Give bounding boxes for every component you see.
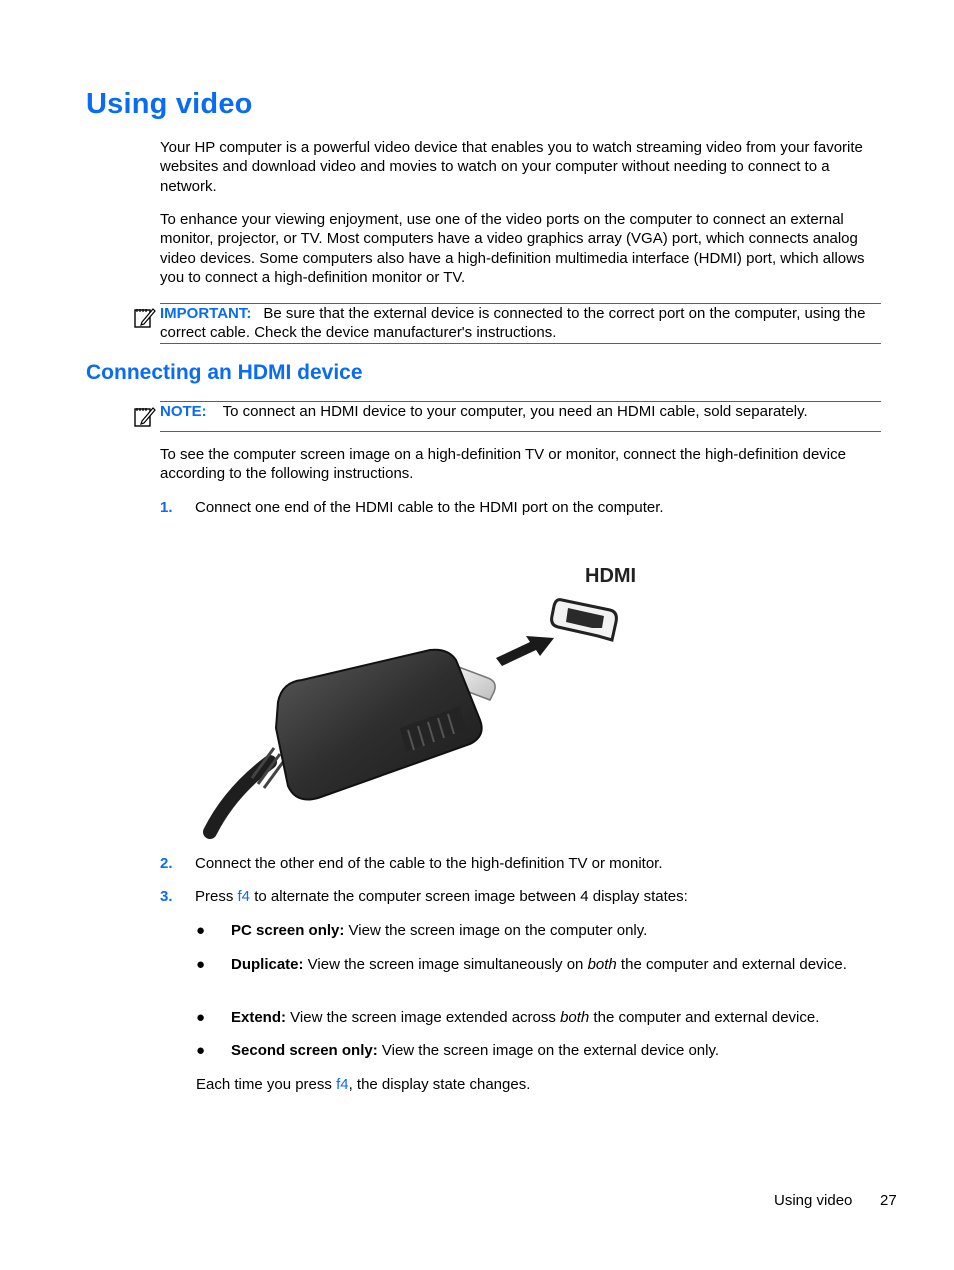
important-label: IMPORTANT: [160, 305, 252, 322]
step-text-post: to alternate the computer screen image between 4 display states: [250, 888, 688, 905]
important-notice [160, 303, 881, 344]
port-label: HDMI [585, 565, 637, 587]
note-label: NOTE: [160, 403, 207, 420]
page-number: 27 [880, 1192, 897, 1209]
bullet-icon: ● [196, 956, 206, 973]
bullet-icon: ● [196, 922, 206, 939]
state-name: PC screen only: [231, 922, 345, 939]
closing-post: , the display state changes. [348, 1076, 531, 1093]
bullet-icon: ● [196, 1009, 206, 1026]
step-number: 1. [160, 499, 173, 516]
important-text: Be sure that the external device is connected to the correct port on the computer, using the correct cable. Check the device manufacturer's instructions. [160, 305, 866, 341]
f4-key: f4 [237, 888, 251, 905]
intro-paragraph-1: Your HP computer is a powerful video device that enables you to watch streaming video from your favorite websites and download video and movies to watch on your computer without needing to connect to a network. [160, 139, 863, 195]
step-number: 2. [160, 855, 173, 872]
arrow-icon [496, 636, 554, 666]
state-desc-post: the computer and external device. [589, 1009, 820, 1026]
state-desc: View the screen image simultaneously on [303, 956, 588, 973]
state-desc: View the screen image on the computer only. [344, 922, 648, 939]
step-text: Connect one end of the HDMI cable to the HDMI port on the computer. [195, 499, 664, 516]
hdmi-cable-illustration [190, 552, 650, 842]
intro-paragraph-2: To enhance your viewing enjoyment, use one of the video ports on the computer to connect an external monitor, projector, or TV. Most computers have a video graphics array (VGA) port, which connects analog video devices. Some computers also have a high-definition multimedia interface (HDMI) port, which allows you to connect a high-definition monitor or TV. [160, 211, 865, 286]
hdmi-port [552, 600, 617, 640]
state-desc-post: the computer and external device. [616, 956, 847, 973]
note-notice [160, 401, 881, 432]
state-name: Extend: [231, 1009, 287, 1026]
state-desc: View the screen image on the external device only. [377, 1042, 720, 1059]
state-desc: View the screen image extended across [286, 1009, 561, 1026]
state-emphasis: both [560, 1009, 590, 1026]
step-text [195, 887, 880, 906]
state-name: Second screen only: [231, 1042, 378, 1059]
step-text: Connect the other end of the cable to the high-definition TV or monitor. [195, 855, 663, 872]
step-number: 3. [160, 888, 173, 905]
bullet-icon: ● [196, 1042, 206, 1059]
notepad-icon [133, 404, 157, 428]
step-text-pre: Press [195, 888, 238, 905]
page-title: Using video [86, 88, 253, 120]
state-emphasis: both [587, 956, 617, 973]
closing-text [196, 1075, 530, 1094]
note-text: To connect an HDMI device to your computer, you need an HDMI cable, sold separately. [222, 403, 808, 420]
section-intro: To see the computer screen image on a high-definition TV or monitor, connect the high-definition device according to the following instructions. [160, 446, 846, 483]
state-name: Duplicate: [231, 956, 304, 973]
footer-section-name: Using video [774, 1192, 853, 1209]
notepad-icon [133, 305, 157, 329]
section-heading: Connecting an HDMI device [86, 361, 363, 384]
closing-pre: Each time you press [196, 1076, 337, 1093]
f4-key: f4 [336, 1076, 349, 1093]
